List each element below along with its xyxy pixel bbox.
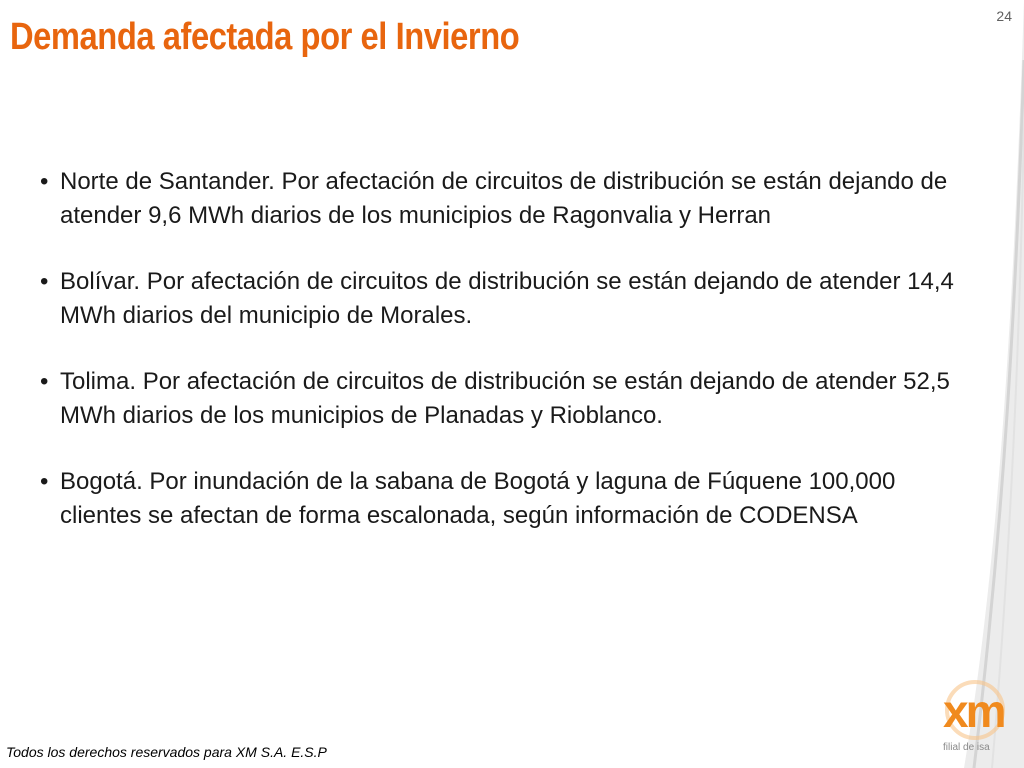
slide-title: Demanda afectada por el Invierno xyxy=(10,16,520,58)
page-number: 24 xyxy=(996,8,1012,24)
bullet-norte-de-santander: • Norte de Santander. Por afectación de circuitos de distribución se están dejando de atender 9,6 MWh diarios de los municipios de Ragonvalia y Herran xyxy=(38,165,958,233)
xm-logo xyxy=(935,680,1020,760)
bullet-bogota: • Bogotá. Por inundación de la sabana de Bogotá y laguna de Fúquene 100,000 clientes se afectan de forma escalonada, según información de CODENSA xyxy=(38,465,958,533)
copyright-footer: Todos los derechos reservados para XM S.A. E.S.P xyxy=(6,744,327,760)
logo-mark: xm xyxy=(943,685,1004,737)
logo-tagline: filial de isa xyxy=(943,742,990,753)
bullet-list xyxy=(38,165,958,565)
bullet-bolivar: • Bolívar. Por afectación de circuitos de distribución se están dejando de atender 14,4 MWh diarios del municipio de Morales. xyxy=(38,265,958,333)
bullet-tolima: • Tolima. Por afectación de circuitos de distribución se están dejando de atender 52,5 MWh diarios de los municipios de Planadas y Rioblanco. xyxy=(38,365,958,433)
